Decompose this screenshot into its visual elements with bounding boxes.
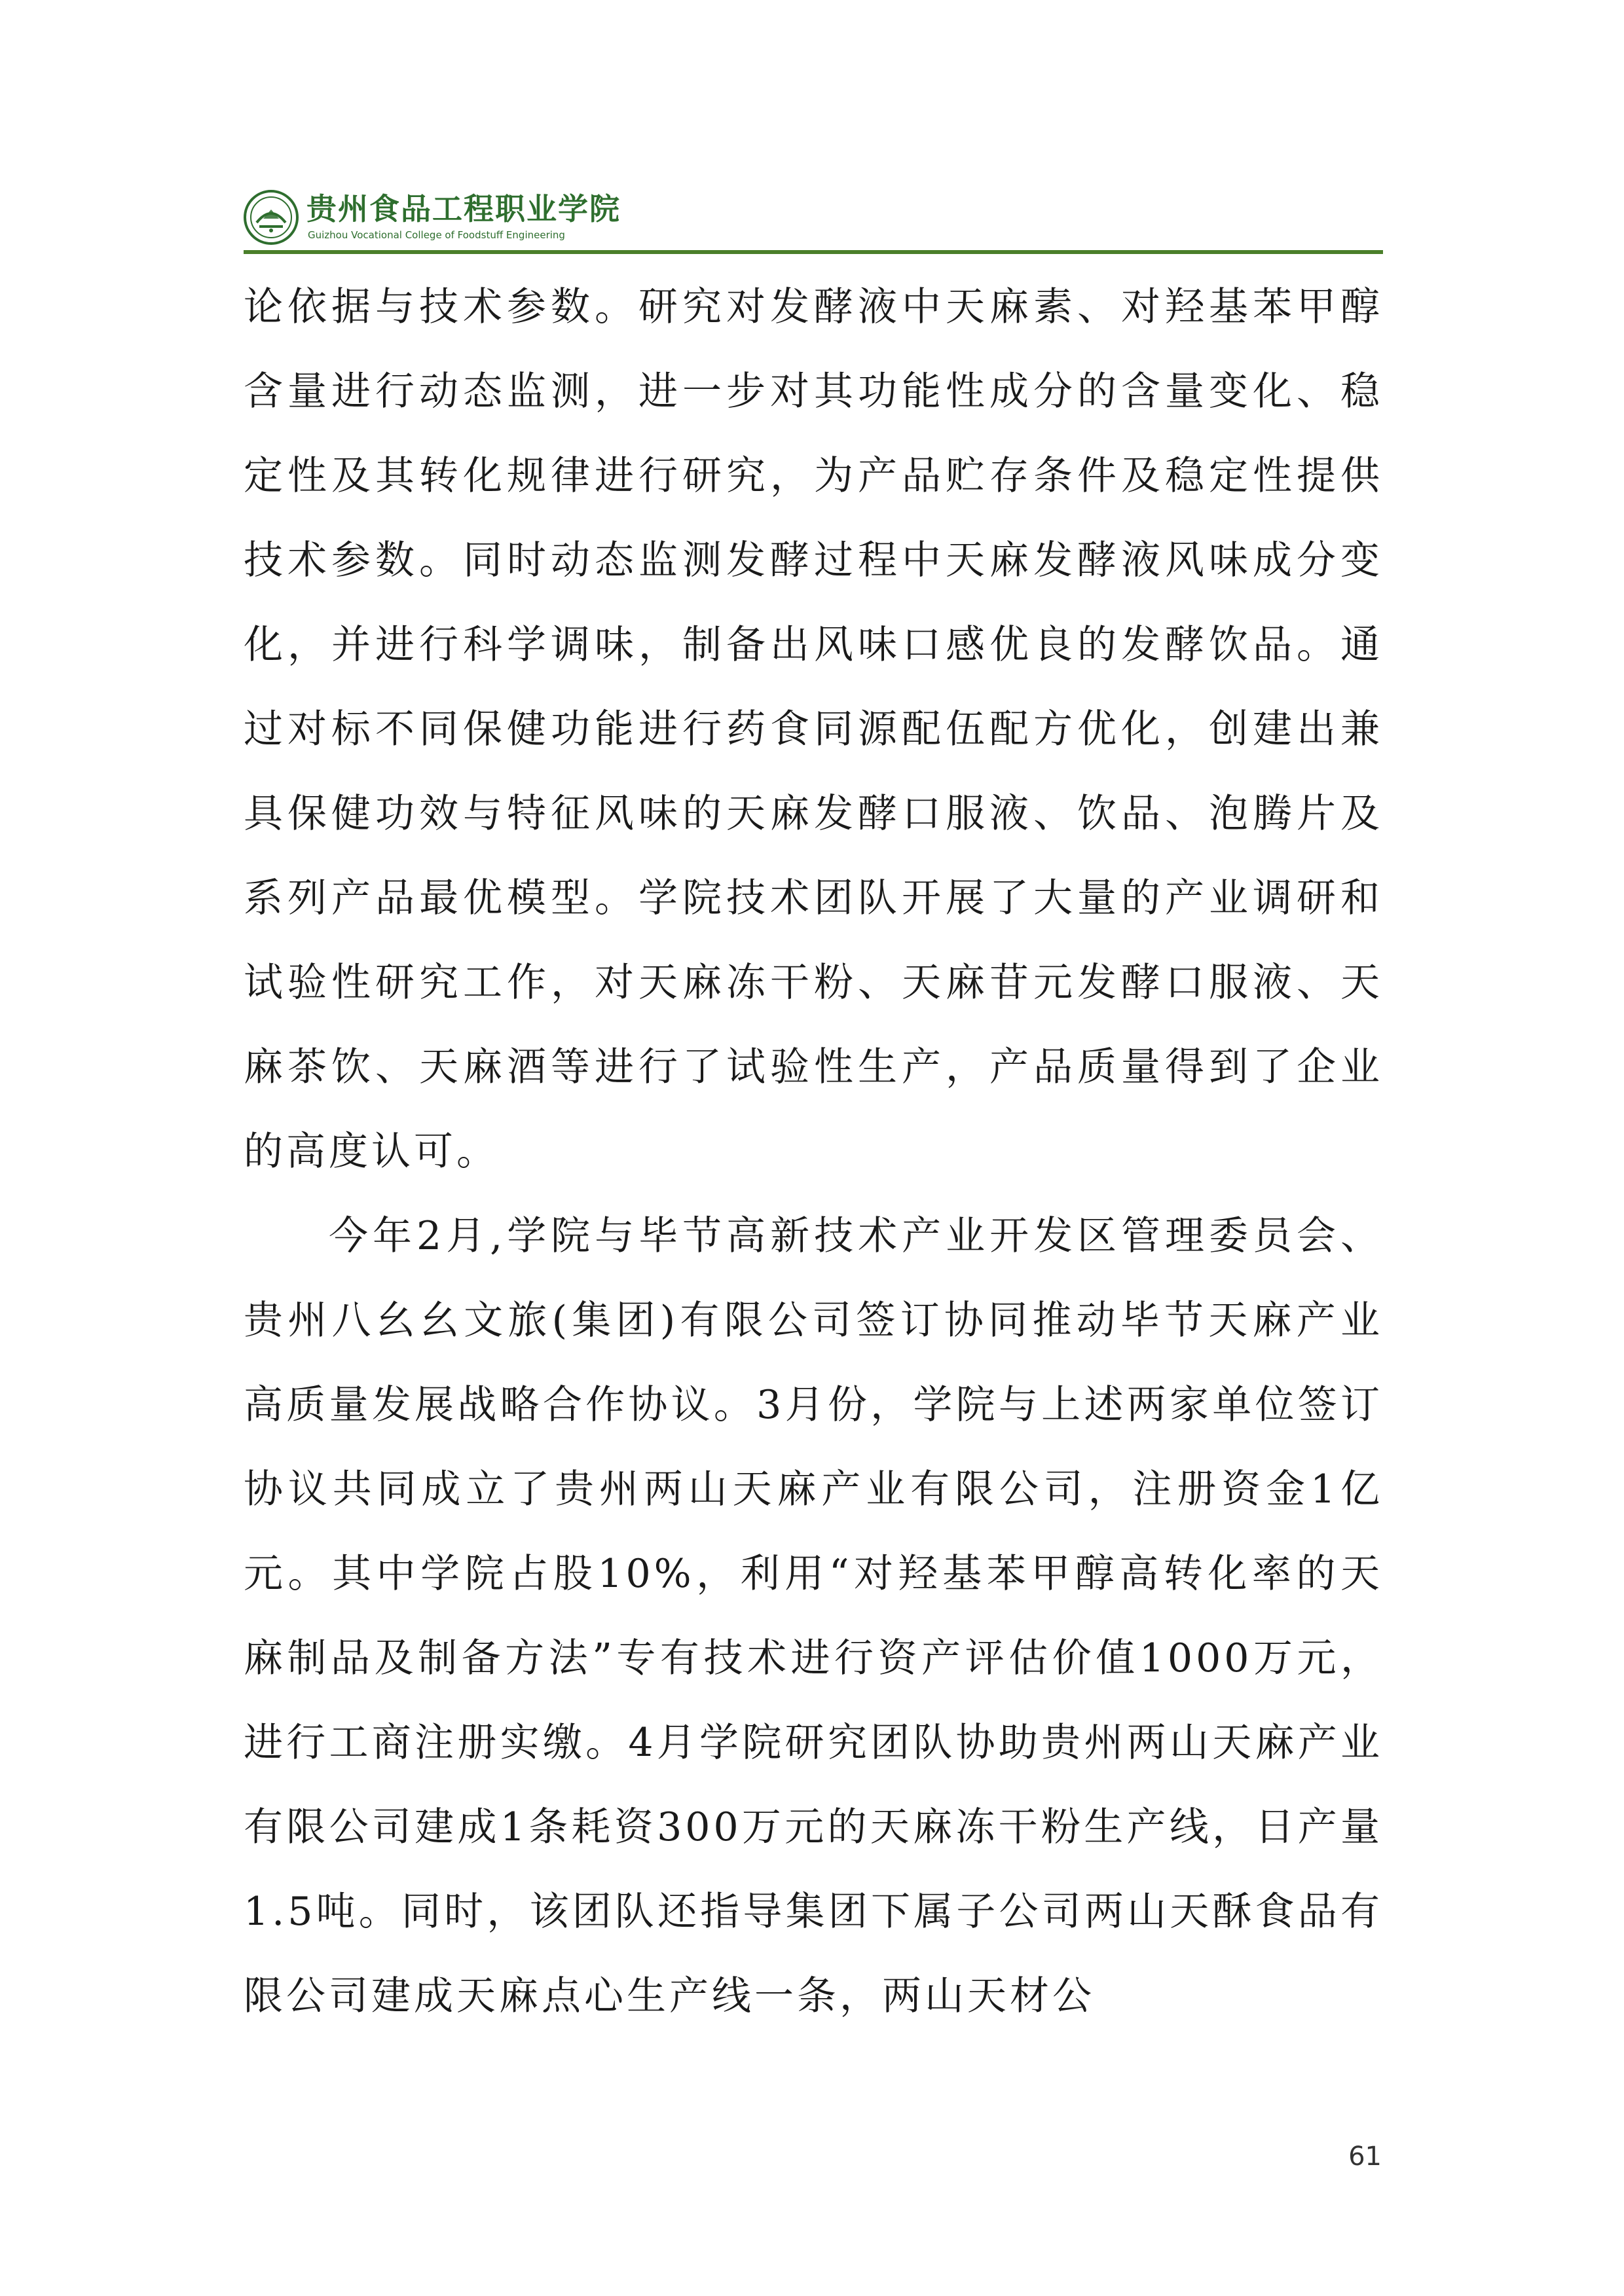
paragraph-1: 论依据与技术参数。研究对发酵液中天麻素、对羟基苯甲醇含量进行动态监测，进一步对其功能性成分的含量变化、稳定性及其转化规律进行研究，为产品贮存条件及稳定性提供技术参数。同时动态监测发酵过程中天麻发酵液风味成分变化，并进行科学调味，制备出风味口感优良的发酵饮品。通过对标不同保健功能进行药食同源配伍配方优化，创建出兼具保健功效与特征风味的天麻发酵口服液、饮品、泡腾片及系列产品最优模型。学院技术团队开展了大量的产业调研和试验性研究工作，对天麻冻干粉、天麻苷元发酵口服液、天麻茶饮、天麻酒等进行了试验性生产，产品质量得到了企业的高度认可。: [244, 284, 1383, 1175]
college-name-cn: 贵州食品工程职业学院: [306, 191, 621, 227]
college-logo: [244, 190, 621, 249]
body-text: [244, 265, 1383, 2039]
header-divider: [244, 250, 1383, 254]
page-header: [244, 183, 1383, 254]
page-number: 61: [1348, 2141, 1382, 2172]
college-seal-icon: [244, 190, 299, 245]
paragraph-2: 今年2月,学院与毕节高新技术产业开发区管理委员会、贵州八幺幺文旅(集团)有限公司签订协同推动毕节天麻产业高质量发展战略合作协议。3月份，学院与上述两家单位签订协议共同成立了贵州两山天麻产业有限公司，注册资金1亿元。其中学院占股10%，利用“对羟基苯甲醇高转化率的天麻制品及制备方法”专有技术进行资产评估价值1000万元，进行工商注册实缴。4月学院研究团队协助贵州两山天麻产业有限公司建成1条耗资300万元的天麻冻干粉生产线，日产量1.5吨。同时，该团队还指导集团下属子公司两山天酥食品有限公司建成天麻点心生产线一条，两山天材公: [244, 1213, 1383, 2019]
college-name-en: Guizhou Vocational College of Foodstuff Engineering: [308, 229, 565, 241]
